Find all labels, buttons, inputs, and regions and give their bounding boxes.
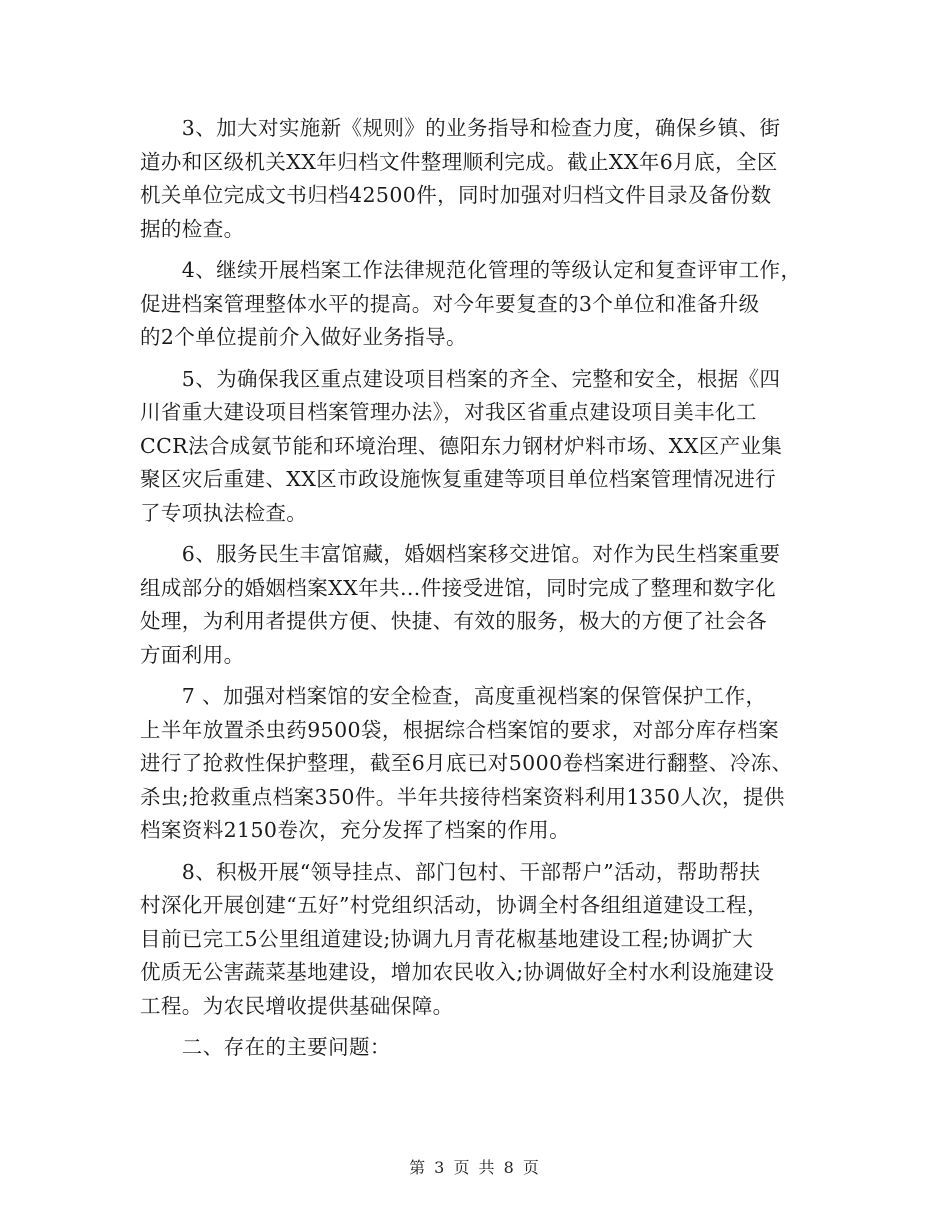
document-body [140, 112, 820, 1073]
text-line: 促进档案管理整体水平的提高。对今年要复查的3个单位和准备升级 [140, 291, 760, 316]
paragraph-item-3 [140, 112, 820, 246]
text-line: 6、服务民生丰富馆藏，婚姻档案移交进馆。对作为民生档案重要 [140, 542, 781, 566]
paragraph-item-8 [140, 856, 820, 1024]
text-line: 上半年放置杀虫药9500袋，根据综合档案馆的要求，对部分库存档案 [140, 717, 779, 742]
text-line: 川省重大建设项目档案管理办法》，对我区省重点建设项目美丰化工 [140, 400, 757, 424]
text-line: 工程。为农民增收提供基础保障。 [140, 993, 454, 1018]
text-line: 优质无公害蔬菜基地建设，增加农民收入;协调做好全村水利设施建设 [140, 960, 775, 984]
text-line: 组成部分的婚姻档案XX年共…件接受进馆，同时完成了整理和数字化 [140, 575, 777, 600]
text-line: 二、存在的主要问题： [140, 1035, 391, 1059]
text-line: 了专项执法检查。 [140, 500, 308, 525]
text-line: 进行了抢救性保护整理，截至6月底已对5000卷档案进行翻整、冷冻、 [140, 751, 793, 775]
text-line: 档案资料2150卷次，充分发挥了档案的作用。 [140, 818, 570, 842]
text-line: CCR法合成氨节能和环境治理、德阳东力钢材炉料市场、XX区产业集 [140, 433, 783, 458]
text-line: 杀虫;抢救重点档案350件。半年共接待档案资料利用1350人次，提供 [140, 784, 785, 809]
text-line: 3、加大对实施新《规则》的业务指导和检查力度，确保乡镇、街 [140, 116, 781, 140]
text-line: 5、为确保我区重点建设项目档案的齐全、完整和安全，根据《四 [140, 366, 781, 391]
paragraph-item-5 [140, 363, 820, 531]
text-line: 道办和区级机关XX年归档文件整理顺利完成。截止XX年6月底，全区 [140, 149, 778, 174]
text-line: 村深化开展创建“五好”村党组织活动，协调全村各组组道建设工程， [140, 893, 768, 917]
paragraph-item-4 [140, 254, 820, 355]
text-line: 的2个单位提前介入做好业务指导。 [140, 325, 467, 349]
paragraph-item-6 [140, 538, 820, 672]
text-line: 8、积极开展“领导挂点、部门包村、干部帮户”活动，帮助帮扶 [140, 859, 761, 884]
paragraph-item-7 [140, 680, 820, 848]
page-footer: 第 3 页 共 8 页 [409, 1158, 541, 1177]
text-line: 方面利用。 [140, 642, 245, 667]
text-line: 4、继续开展档案工作法律规范化管理的等级认定和复查评审工作， [140, 258, 802, 282]
text-line: 据的检查。 [140, 216, 245, 241]
text-line: 处理，为利用者提供方便、快捷、有效的服务，极大的方便了社会各 [140, 609, 767, 633]
text-line: 7 、加强对档案馆的安全检查，高度重视档案的保管保护工作， [140, 684, 767, 708]
section-heading-problems [140, 1031, 820, 1065]
text-line: 目前已完工5公里组道建设;协调九月青花椒基地建设工程;协调扩大 [140, 926, 754, 951]
text-line: 机关单位完成文书归档42500件，同时加强对归档文件目录及备份数 [140, 183, 772, 207]
text-line: 聚区灾后重建、XX区市政设施恢复重建等项目单位档案管理情况进行 [140, 467, 777, 491]
